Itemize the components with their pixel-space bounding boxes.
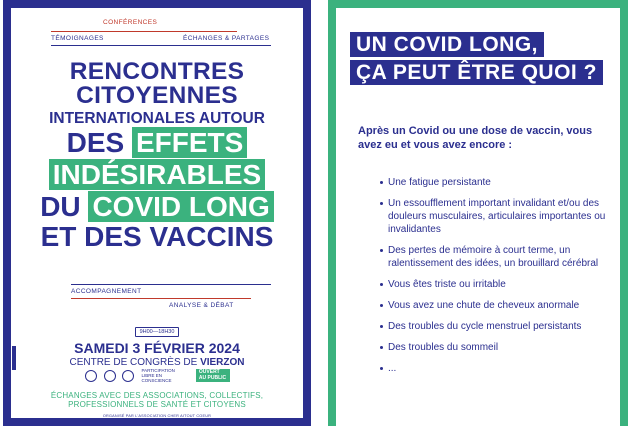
title-line-citoyennes: CITOYENNES	[76, 82, 238, 109]
tag-connector-line	[51, 31, 137, 32]
public-badge: OUVERT AU PUBLIC	[196, 369, 230, 382]
title-line-rencontres: RENCONTRES	[69, 58, 245, 85]
event-place-city: VIERZON	[200, 357, 245, 368]
tag-connector-line	[71, 284, 271, 285]
leaflet-content	[336, 8, 620, 426]
event-place-prefix: CENTRE DE CONGRÈS DE	[69, 357, 198, 368]
title-highlight-indesirables: INDÉSIRABLES	[49, 159, 265, 190]
poster-tags-bottom	[11, 280, 303, 316]
poster-title	[11, 60, 303, 252]
info-leaflet	[328, 0, 628, 426]
event-time-badge: 9H00—18H30	[135, 327, 180, 337]
list-item: Vous êtes triste ou irritable	[380, 278, 612, 291]
leaflet-title-line-1: UN COVID LONG,	[350, 32, 544, 57]
side-logo-mark	[12, 346, 16, 370]
event-date: SAMEDI 3 FÉVRIER 2024	[74, 340, 240, 356]
title-line-vaccins: ET DES VACCINS	[40, 221, 274, 252]
list-item: Une fatigue persistante	[380, 176, 612, 189]
tag-connector-line	[137, 31, 237, 32]
poster-content	[11, 8, 303, 418]
tag-connector-line	[71, 298, 161, 299]
list-item: Des troubles du sommeil	[380, 341, 612, 354]
tag-analyse: ANALYSE & DÉBAT	[169, 302, 234, 309]
leaflet-title	[350, 32, 603, 88]
list-item: Vous avez une chute de cheveux anormale	[380, 299, 612, 312]
title-line-du-covid	[11, 192, 303, 222]
list-item: ...	[380, 362, 612, 375]
tag-connector-line	[161, 298, 251, 299]
heart-hand-icon	[122, 370, 134, 382]
poster-badges	[11, 367, 303, 385]
list-item: Un essoufflement important invalidant et/ou des douleurs musculaires, articulaires importantes ou invalidantes	[380, 197, 612, 236]
tag-conferences: CONFÉRENCES	[103, 19, 158, 26]
list-item: Des troubles du cycle menstruel persistants	[380, 320, 612, 333]
title-line-des-effets	[11, 128, 303, 158]
list-item: Des pertes de mémoire à court terme, un ralentissement des idées, un brouillard cérébral	[380, 244, 612, 270]
exchanges-line-1: ÉCHANGES AVEC DES ASSOCIATIONS, COLLECTIFS,	[50, 391, 264, 400]
title-line-internationales: INTERNATIONALES AUTOUR	[49, 110, 265, 127]
tag-echanges: ÉCHANGES & PARTAGES	[183, 35, 270, 42]
poster-organiser: ORGANISÉ PAR L'ASSOCIATION CHER AITOUT COEUR	[102, 414, 212, 418]
exchanges-line-2: PROFESSIONNELS DE SANTÉ ET CITOYENS	[68, 400, 246, 409]
people-icon	[104, 370, 116, 382]
caduceus-icon	[85, 370, 97, 382]
title-highlight-covid-long: COVID LONG	[88, 191, 273, 222]
title-line-indesirables	[11, 160, 303, 190]
tag-connector-line	[51, 45, 271, 46]
event-poster	[3, 0, 311, 426]
event-date-block	[11, 320, 303, 369]
tag-temoignages: TÉMOIGNAGES	[51, 35, 104, 42]
leaflet-intro: Après un Covid ou une dose de vaccin, vous avez eu et vous avez encore :	[358, 125, 593, 151]
participation-label: PARTICIPATION LIBRE EN CONSCIENCE	[141, 368, 175, 384]
title-word-des: DES	[66, 127, 125, 158]
leaflet-title-line-2: ÇA PEUT ÊTRE QUOI ?	[350, 60, 603, 85]
poster-exchanges	[11, 391, 303, 409]
title-highlight-effets: EFFETS	[132, 127, 247, 158]
title-word-du: DU	[40, 191, 81, 222]
symptom-list	[380, 176, 612, 383]
tag-accompagnement: ACCOMPAGNEMENT	[71, 288, 142, 295]
